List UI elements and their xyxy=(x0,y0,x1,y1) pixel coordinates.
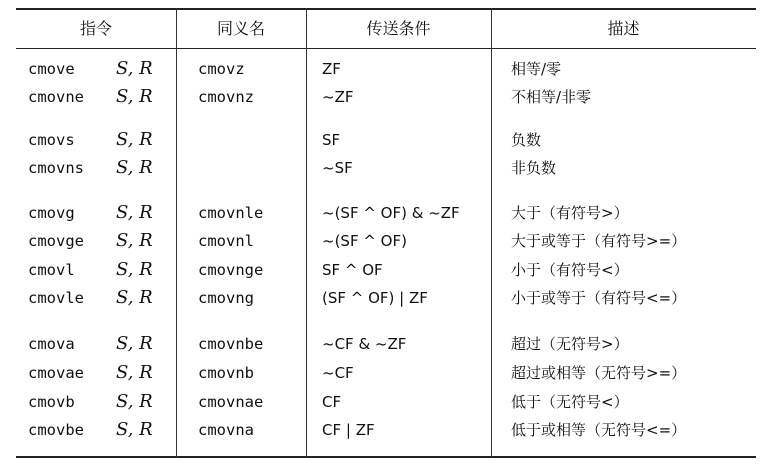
table-row xyxy=(16,359,756,387)
condition-cell: CF | ZF xyxy=(322,421,375,439)
operands-cell: S, R xyxy=(116,58,153,79)
condition-cell: ~SF xyxy=(322,159,353,177)
description-cell: 大于（有符号>） xyxy=(511,204,629,222)
instruction-cell: cmovge xyxy=(28,232,84,250)
instruction-cell: cmova xyxy=(28,335,75,353)
description-cell: 低于（无符号<） xyxy=(511,393,629,411)
table-row xyxy=(16,227,756,255)
operands-cell: S, R xyxy=(116,129,153,150)
header-condition: 传送条件 xyxy=(366,19,431,38)
cmov-instruction-table xyxy=(16,8,756,458)
condition-cell: ~(SF ^ OF) xyxy=(322,232,407,250)
table-row xyxy=(16,55,756,83)
table-row xyxy=(16,154,756,182)
operands-cell: S, R xyxy=(116,287,153,308)
table-row xyxy=(16,330,756,358)
operands-cell: S, R xyxy=(116,419,153,440)
instruction-cell: cmovl xyxy=(28,261,75,279)
condition-cell: SF ^ OF xyxy=(322,261,383,279)
description-cell: 相等/零 xyxy=(511,60,562,78)
instruction-cell: cmovbe xyxy=(28,421,84,439)
table-row xyxy=(16,83,756,111)
synonym-cell: cmovnz xyxy=(198,88,254,106)
description-cell: 小于或等于（有符号<=） xyxy=(511,289,687,307)
instruction-cell: cmovs xyxy=(28,131,75,149)
condition-cell: ZF xyxy=(322,60,341,78)
header-instruction: 指令 xyxy=(79,19,112,38)
description-cell: 不相等/非零 xyxy=(511,88,592,106)
instruction-cell: cmovae xyxy=(28,364,84,382)
instruction-cell: cmovg xyxy=(28,204,75,222)
description-cell: 超过（无符号>） xyxy=(511,335,629,353)
synonym-cell: cmovnbe xyxy=(198,335,264,353)
condition-cell: ~CF xyxy=(322,364,354,382)
description-cell: 非负数 xyxy=(511,159,557,177)
description-cell: 大于或等于（有符号>=） xyxy=(511,232,687,250)
operands-cell: S, R xyxy=(116,259,153,280)
description-cell: 低于或相等（无符号<=） xyxy=(511,421,687,439)
header-rule xyxy=(16,48,756,49)
instruction-cell: cmovne xyxy=(28,88,84,106)
instruction-cell: cmovb xyxy=(28,393,75,411)
condition-cell: ~ZF xyxy=(322,88,354,106)
operands-cell: S, R xyxy=(116,157,153,178)
instruction-cell: cmove xyxy=(28,60,75,78)
synonym-cell: cmovnl xyxy=(198,232,254,250)
condition-cell: ~CF & ~ZF xyxy=(322,335,407,353)
description-cell: 超过或相等（无符号>=） xyxy=(511,364,687,382)
synonym-cell: cmovnb xyxy=(198,364,254,382)
description-cell: 小于（有符号<） xyxy=(511,261,629,279)
condition-cell: (SF ^ OF) | ZF xyxy=(322,289,428,307)
condition-cell: CF xyxy=(322,393,342,411)
operands-cell: S, R xyxy=(116,333,153,354)
operands-cell: S, R xyxy=(116,202,153,223)
operands-cell: S, R xyxy=(116,362,153,383)
header-synonym: 同义名 xyxy=(216,19,265,38)
table-row xyxy=(16,256,756,284)
table-row xyxy=(16,416,756,444)
operands-cell: S, R xyxy=(116,230,153,251)
synonym-cell: cmovna xyxy=(198,421,254,439)
synonym-cell: cmovnae xyxy=(198,393,264,411)
header-description: 描述 xyxy=(607,19,640,38)
table-row xyxy=(16,388,756,416)
table-row xyxy=(16,126,756,154)
synonym-cell: cmovng xyxy=(198,289,254,307)
table-row xyxy=(16,199,756,227)
synonym-cell: cmovz xyxy=(198,60,245,78)
condition-cell: SF xyxy=(322,131,341,149)
description-cell: 负数 xyxy=(511,131,542,149)
table-row xyxy=(16,284,756,312)
bottom-rule xyxy=(16,456,756,458)
instruction-cell: cmovle xyxy=(28,289,84,307)
instruction-cell: cmovns xyxy=(28,159,84,177)
operands-cell: S, R xyxy=(116,391,153,412)
synonym-cell: cmovnge xyxy=(198,261,264,279)
condition-cell: ~(SF ^ OF) & ~ZF xyxy=(322,204,460,222)
synonym-cell: cmovnle xyxy=(198,204,264,222)
operands-cell: S, R xyxy=(116,86,153,107)
